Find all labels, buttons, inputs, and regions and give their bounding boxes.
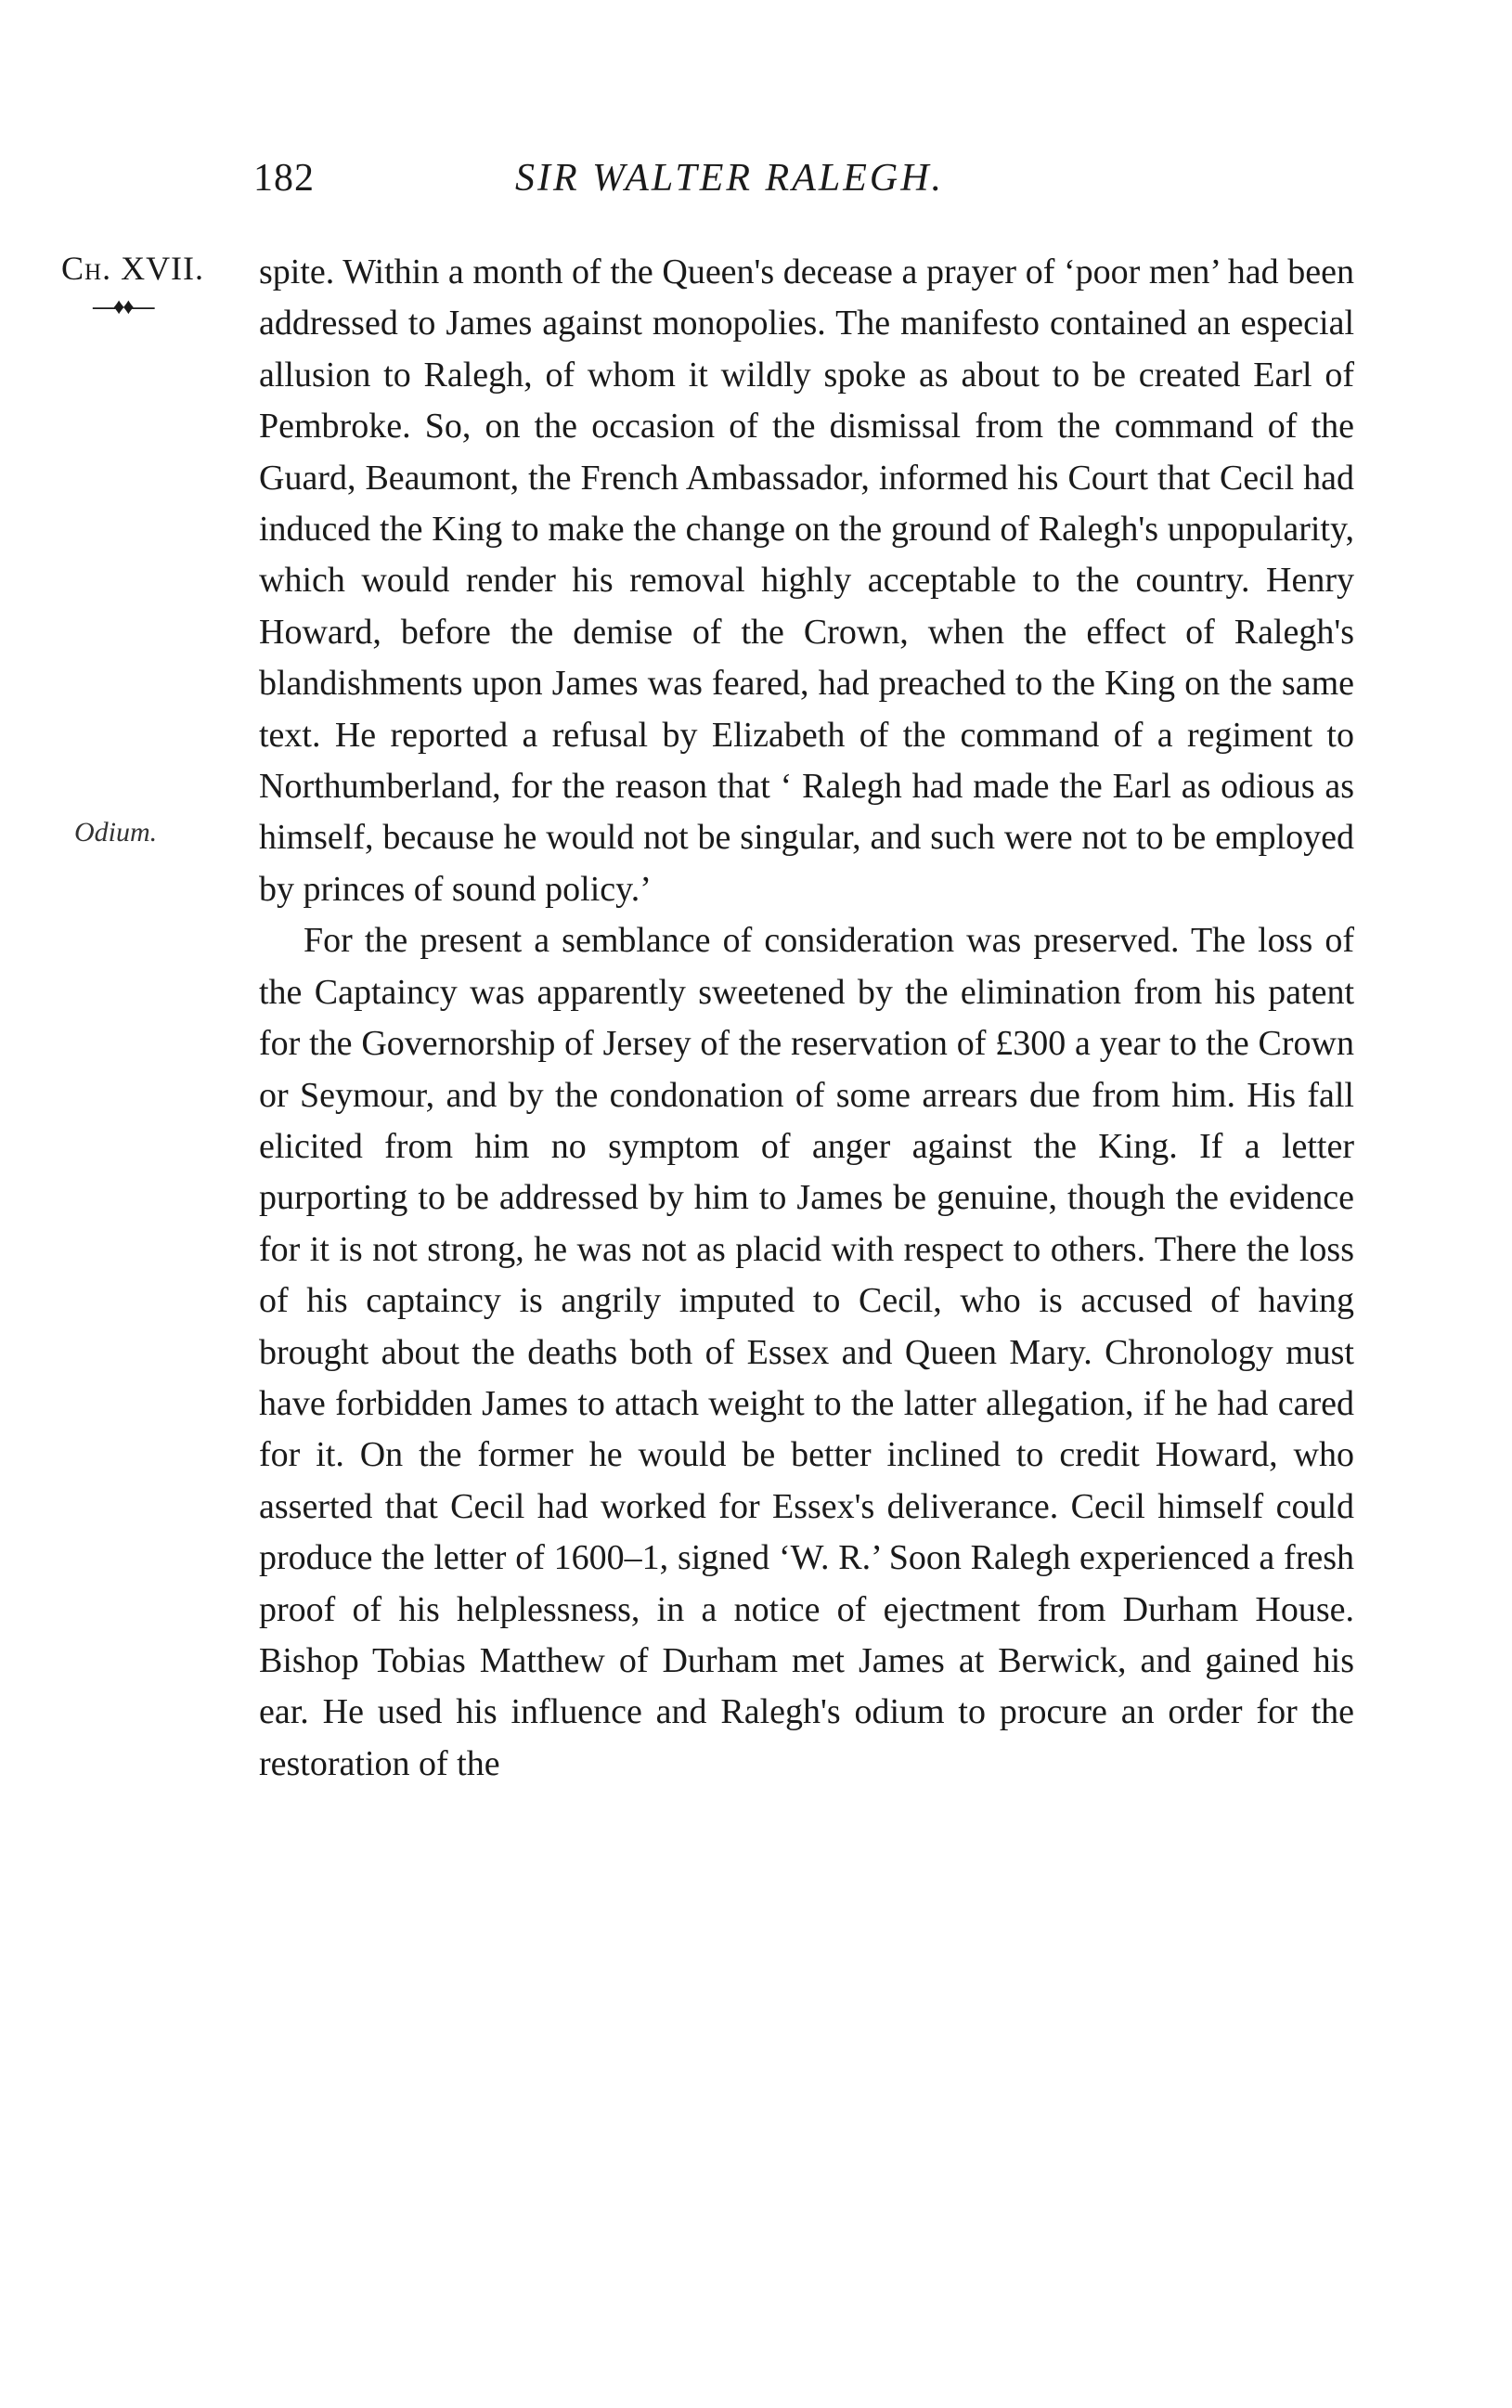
ornament-dash: —♦♦— — [93, 295, 153, 319]
body-text — [259, 247, 1354, 1790]
page-number: 182 — [253, 157, 315, 200]
side-note-odium: Odium. — [74, 817, 158, 848]
running-title: SIR WALTER RALEGH. — [515, 157, 945, 200]
chapter-marginal-label: Ch. XVII. — [61, 250, 205, 287]
paragraph-1: spite. Within a month of the Queen's decease a prayer of ‘poor men’ had been addressed to James against monopolies. The manifesto contained an especial allusion to Ralegh, of whom it wildly spoke as about to be created Earl of Pembroke. So, on the occasion of the dismissal from the command of the Guard, Beaumont, the French Ambassador, informed his Court that Cecil had induced the King to make the change on the ground of Ralegh's unpopularity, which would render his removal highly acceptable to the country. Henry Howard, before the demise of the Crown, when the effect of Ralegh's blandishments upon James was feared, had preached to the King on the same text. He reported a refusal by Elizabeth of the command of a regiment to Northumberland, for the reason that ‘ Ralegh had made the Earl as odious as himself, because he would not be singular, and such were not to be employed by princes of sound policy.’ — [259, 252, 1354, 909]
paragraph-2: For the present a semblance of consideration was preserved. The loss of the Captaincy was apparently sweetened by the elimination from his patent for the Governorship of Jersey of the reservation of £300 a year to the Crown or Seymour, and by the condonation of some arrears due from him. His fall elicited from him no symptom of anger against the King. If a letter purporting to be addressed by him to James be genuine, though the evidence for it is not strong, he was not as placid with respect to others. There the loss of his captaincy is angrily imputed to Cecil, who is accused of having brought about the deaths both of Essex and Queen Mary. Chronology must have forbidden James to attach weight to the latter allegation, if he had cared for it. On the former he would be better inclined to credit Howard, who asserted that Cecil had worked for Essex's deliverance. Cecil himself could produce the letter of 1600–1, signed ‘W. R.’ Soon Ralegh experienced a fresh proof of his helplessness, in a notice of ejectment from Durham House. Bishop Tobias Matthew of Durham met James at Berwick, and gained his ear. He used his influence and Ralegh's odium to procure an order for the restoration of the — [259, 921, 1354, 1783]
